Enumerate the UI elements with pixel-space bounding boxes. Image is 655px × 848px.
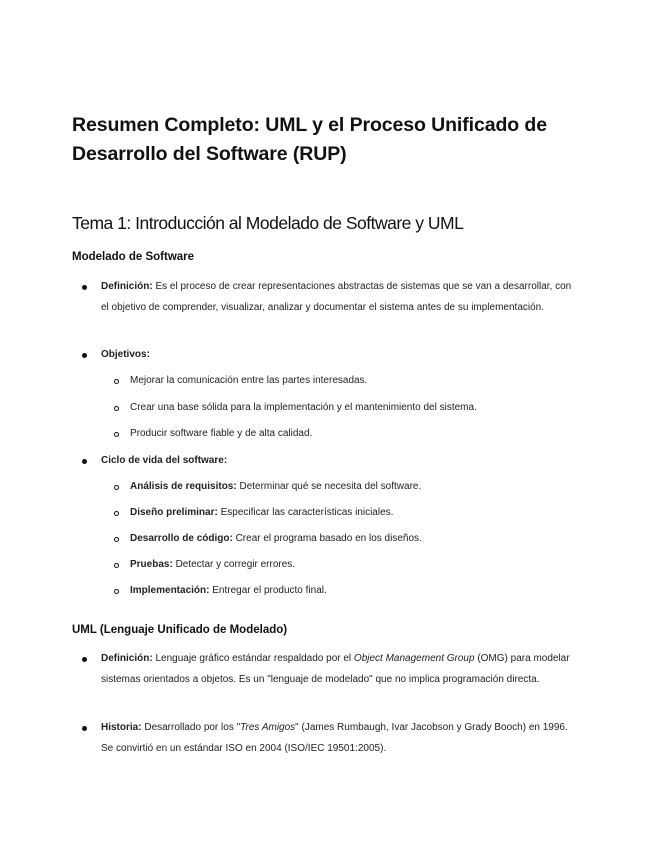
list-item [130,503,576,524]
section-heading-uml: UML (Lenguaje Unificado de Modelado) [72,624,288,636]
item-label: Definición: [101,653,153,664]
sub-bullet-marker [114,511,119,516]
sub-bullet-marker [114,406,119,411]
bullet-marker [82,285,87,290]
topic-1-heading: Tema 1: Introducción al Modelado de Software y UML [72,213,464,233]
item-text: Entregar el producto final. [209,585,327,596]
item-label: Desarrollo de código: [130,533,233,544]
item-label: Definición: [101,281,153,292]
item-text: (OMG) para modelar sistemas orientados a objetos. Es un "lenguaje de modelado" que no implica programación directa. [101,653,570,685]
list-item-historia [101,718,576,759]
item-text-italic: Object Management Group [353,653,475,664]
list-item-ciclo-de-vida [101,451,576,472]
list-item [130,581,576,602]
list-item [130,529,576,550]
item-text: " (James Rumbaugh, Ivar Jacobson y Grady Booch) en 1996. Se convirtió en un estándar ISO en 2004 (ISO/IEC 19501:2005). [101,722,568,754]
list-item: Crear una base sólida para la implementación y el mantenimiento del sistema. [130,402,477,413]
item-text: Es el proceso de crear representaciones abstractas de sistemas que se van a desarrollar, con el objetivo de comprender, visualizar, analizar y documentar el sistema antes de su implementación. [101,281,572,313]
list-item [130,555,576,576]
item-label: Ciclo de vida del software: [101,455,228,466]
item-text: Lenguaje gráfico estándar respaldado por el [152,653,354,664]
item-label: Historia: [101,722,142,733]
bullet-marker [82,353,87,358]
item-text: Crear el programa basado en los diseños. [232,533,422,544]
item-text: Especificar las características iniciales. [217,507,394,518]
list-item [130,477,576,498]
item-label: Implementación: [130,585,210,596]
sub-bullet-marker [114,563,119,568]
sub-bullet-marker [114,589,119,594]
sub-bullet-marker [114,432,119,437]
sub-bullet-marker [114,537,119,542]
list-item-definicion [101,277,576,318]
item-label: Objetivos: [101,349,150,360]
bullet-marker [82,459,87,464]
section-heading-modelado: Modelado de Software [72,251,195,263]
list-item-objetivos [101,345,576,366]
list-item-definicion-uml [101,649,576,690]
item-text: Desarrollado por los " [141,722,241,733]
item-label: Análisis de requisitos: [130,481,237,492]
sub-bullet-marker [114,485,119,490]
bullet-marker [82,726,87,731]
item-text: Detectar y corregir errores. [172,559,296,570]
item-text: Determinar qué se necesita del software. [236,481,422,492]
item-label: Diseño preliminar: [130,507,218,518]
item-text-italic: Tres Amigos [240,722,296,733]
bullet-marker [82,657,87,662]
document-title: Resumen Completo: UML y el Proceso Unificado de Desarrollo del Software (RUP) [72,114,547,165]
list-item: Mejorar la comunicación entre las partes interesadas. [130,375,368,386]
sub-bullet-marker [114,379,119,384]
item-label: Pruebas: [130,559,173,570]
list-item: Producir software fiable y de alta calidad. [130,428,313,439]
